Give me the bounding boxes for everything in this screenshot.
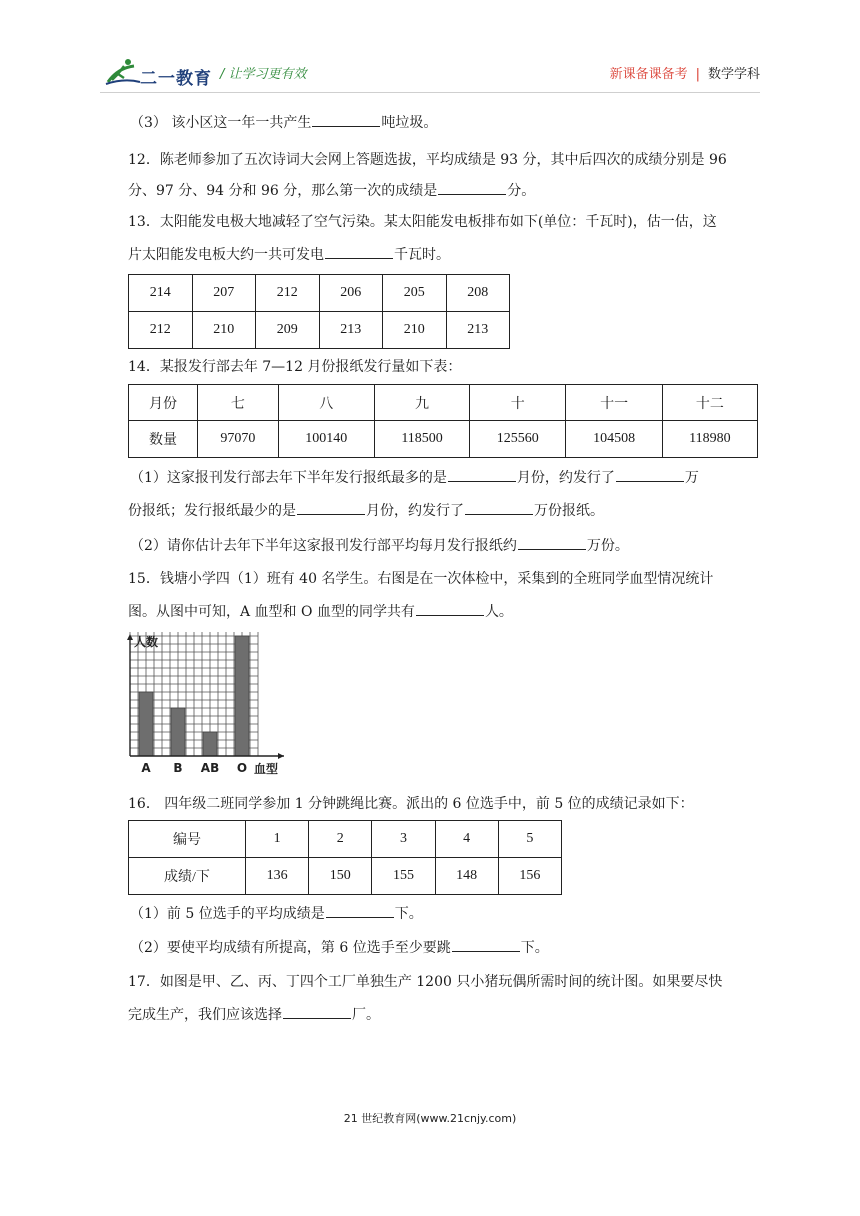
text: 万份报纸。: [534, 503, 604, 519]
text: 人。: [484, 604, 513, 620]
q13-line1: 13．太阳能发电极大地减轻了空气污染。某太阳能发电板排布如下(单位：千瓦时)，估一估，这: [128, 214, 717, 230]
answer-blank: [452, 937, 520, 952]
q14-part2: [130, 535, 760, 556]
q16-part1: [130, 903, 760, 924]
text: （3） 该小区这一年一共产生: [130, 115, 312, 131]
x-axis-arrow-icon: [278, 753, 284, 759]
answer-blank: [616, 467, 684, 482]
header-right: [610, 63, 760, 82]
text: 下。: [394, 906, 423, 922]
text: 完成生产，我们应该选择: [128, 1007, 282, 1023]
text: （2）请你估计去年下半年这家报刊发行部平均每月发行报纸约: [130, 538, 517, 554]
text: 下。: [520, 940, 549, 956]
bar: [235, 636, 249, 756]
text: 分。: [507, 183, 536, 199]
q11-part3: [130, 112, 760, 133]
table-cell: 125560: [470, 421, 566, 458]
text: 万: [684, 470, 699, 486]
table-cell: 208: [446, 275, 510, 312]
table-cell: 206: [319, 275, 383, 312]
table-cell: 205: [383, 275, 447, 312]
table-cell: 数量: [129, 421, 198, 458]
header-slogan: / 让学习更有效: [220, 67, 307, 82]
blood-type-chart: [112, 632, 292, 778]
text: 万份。: [586, 538, 629, 554]
table-cell: 成绩/下: [129, 858, 246, 895]
table-cell: 209: [256, 312, 320, 349]
table-row: [129, 421, 758, 458]
text: 份报纸；发行报纸最少的是: [128, 503, 296, 519]
bar: [171, 708, 185, 756]
y-axis-arrow-icon: [127, 634, 133, 640]
text: 月份，约发行了: [516, 470, 615, 486]
page-footer: 21 世纪教育网(www.21cnjy.com): [343, 1112, 517, 1125]
q15-line1: 15．钱塘小学四（1）班有 40 名学生。右图是在一次体检中，采集到的全班同学血型情况统计: [128, 571, 714, 587]
table-cell: 155: [372, 858, 435, 895]
text: （1）这家报刊发行部去年下半年发行报纸最多的是: [130, 470, 447, 486]
solar-table: [128, 274, 510, 349]
answer-blank: [325, 244, 393, 259]
answer-blank: [438, 180, 506, 195]
answer-blank: [326, 903, 394, 918]
q12-line2: [128, 180, 758, 201]
table-cell: 118500: [374, 421, 469, 458]
table-cell: 210: [383, 312, 447, 349]
bar: [139, 692, 153, 756]
x-tick-label: AB: [200, 761, 220, 775]
x-tick-label: A: [141, 761, 151, 775]
table-cell: 100140: [278, 421, 374, 458]
header-separator: |: [695, 67, 700, 82]
answer-blank: [448, 467, 516, 482]
q17-line2: [128, 1004, 758, 1025]
table-cell: 月份: [129, 385, 198, 421]
text: 吨垃圾。: [381, 115, 438, 131]
table-cell: 九: [374, 385, 469, 421]
table-row: [129, 385, 758, 421]
text: 千瓦时。: [394, 247, 450, 263]
table-cell: 十一: [566, 385, 662, 421]
table-cell: 213: [446, 312, 510, 349]
text: （1）前 5 位选手的平均成绩是: [130, 906, 325, 922]
q16-part2: [130, 937, 760, 958]
answer-blank: [283, 1004, 351, 1019]
answer-blank: [518, 535, 586, 550]
text: 图。从图中可知，A 血型和 O 血型的同学共有: [128, 604, 415, 620]
q12-line1: 12．陈老师参加了五次诗词大会网上答题选拔，平均成绩是 93 分，其中后四次的成绩分别是 96: [128, 152, 727, 168]
q14-part1-line1: [130, 467, 760, 488]
table-row: [129, 858, 562, 895]
answer-blank: [312, 112, 380, 127]
table-cell: 七: [198, 385, 279, 421]
answer-blank: [465, 500, 533, 515]
table-cell: 104508: [566, 421, 662, 458]
table-row: [129, 821, 562, 858]
table-cell: 2: [309, 821, 372, 858]
table-cell: 4: [435, 821, 498, 858]
table-cell: 210: [192, 312, 256, 349]
x-tick-label: O: [236, 761, 248, 775]
newspaper-table: [128, 384, 758, 458]
table-cell: 3: [372, 821, 435, 858]
table-cell: 136: [246, 858, 309, 895]
table-cell: 207: [192, 275, 256, 312]
logo-text: 二一教育: [140, 69, 212, 89]
q13-line2: [128, 244, 758, 265]
table-cell: 156: [498, 858, 561, 895]
text: 厂。: [352, 1007, 380, 1023]
header-divider: [100, 92, 760, 93]
table-cell: 十二: [662, 385, 757, 421]
text: （2）要使平均成绩有所提高，第 6 位选手至少要跳: [130, 940, 451, 956]
table-cell: 212: [129, 312, 193, 349]
table-cell: 97070: [198, 421, 279, 458]
page-header: [100, 56, 760, 92]
table-cell: 212: [256, 275, 320, 312]
bar: [203, 732, 217, 756]
table-cell: 5: [498, 821, 561, 858]
table-cell: 十: [470, 385, 566, 421]
text: 月份，约发行了: [366, 503, 464, 519]
q14-part1-line2: [128, 500, 758, 521]
table-cell: 214: [129, 275, 193, 312]
header-subject: 数学学科: [707, 67, 760, 82]
table-cell: 编号: [129, 821, 246, 858]
table-row: [129, 275, 510, 312]
text: 片太阳能发电板大约一共可发电: [128, 247, 324, 263]
table-cell: 118980: [662, 421, 757, 458]
answer-blank: [297, 500, 365, 515]
answer-blank: [416, 601, 484, 616]
x-axis-label: 血型: [254, 762, 279, 776]
jump-rope-table: [128, 820, 562, 895]
table-cell: 八: [278, 385, 374, 421]
header-tagline: 新课备课备考: [609, 67, 688, 82]
y-axis-label: 人数: [134, 635, 159, 649]
q15-line2: [128, 601, 758, 622]
x-tick-label: B: [173, 761, 183, 775]
table-cell: 1: [246, 821, 309, 858]
table-cell: 213: [319, 312, 383, 349]
q14-line1: 14．某报发行部去年 7—12 月份报纸发行量如下表：: [128, 359, 462, 375]
text: 分、97 分、94 分和 96 分，那么第一次的成绩是: [128, 183, 438, 199]
q16-line1: 16． 四年级二班同学参加 1 分钟跳绳比赛。派出的 6 位选手中，前 5 位的成绩记录如下：: [128, 796, 694, 812]
table-cell: 148: [435, 858, 498, 895]
q17-line1: 17．如图是甲、乙、丙、丁四个工厂单独生产 1200 只小猪玩偶所需时间的统计图。如果要尽快: [128, 974, 723, 990]
table-cell: 150: [309, 858, 372, 895]
table-row: [129, 312, 510, 349]
